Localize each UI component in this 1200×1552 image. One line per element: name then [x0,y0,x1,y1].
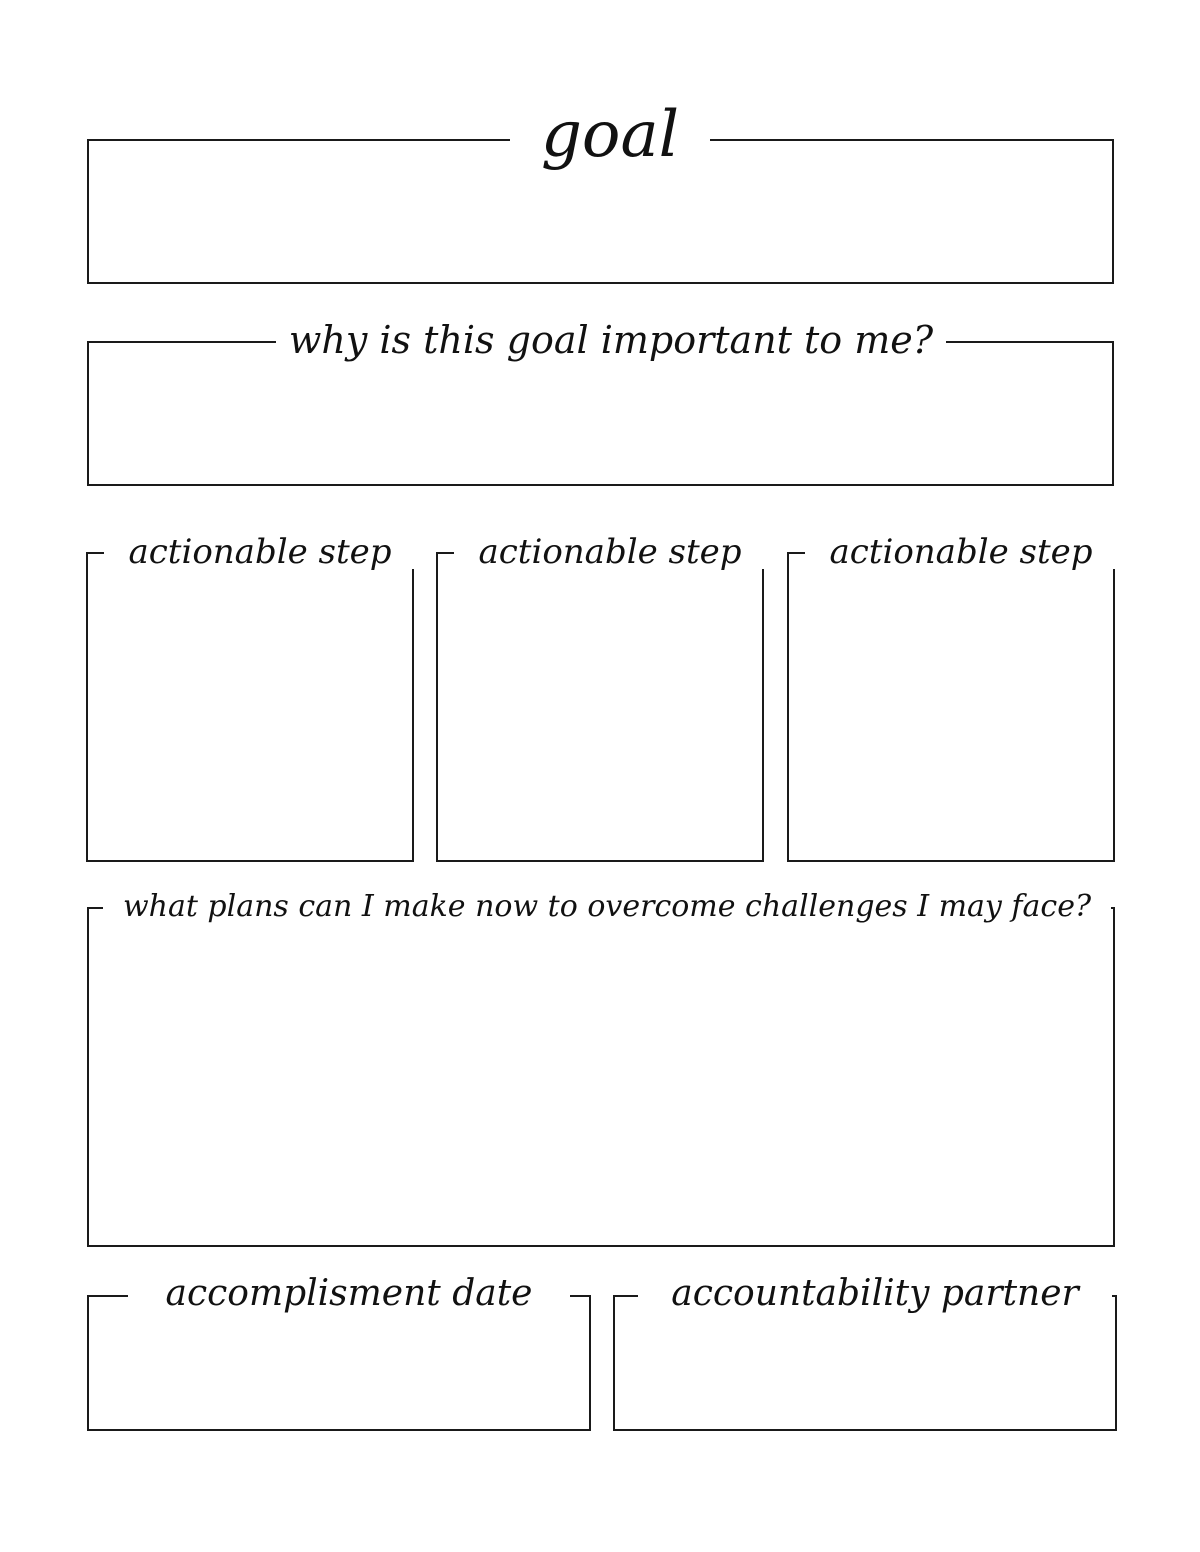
actionable-step-field-3[interactable] [787,552,1115,862]
actionable-step-heading-3: actionable step [805,535,1117,569]
goal-heading: goal [510,103,710,167]
why-important-field[interactable] [87,341,1114,486]
accountability-partner-field[interactable] [613,1295,1117,1431]
accomplishment-date-heading: accomplisment date [128,1276,570,1312]
actionable-step-heading-2: actionable step [454,535,766,569]
actionable-step-heading-1: actionable step [104,535,416,569]
challenges-plan-heading: what plans can I make now to overcome challenges I may face? [103,892,1111,922]
actionable-step-field-2[interactable] [436,552,764,862]
accomplishment-date-field[interactable] [87,1295,591,1431]
accountability-partner-heading: accountability partner [638,1276,1112,1312]
challenges-plan-field[interactable] [87,907,1115,1247]
why-important-heading: why is this goal important to me? [276,321,946,359]
actionable-step-field-1[interactable] [86,552,414,862]
